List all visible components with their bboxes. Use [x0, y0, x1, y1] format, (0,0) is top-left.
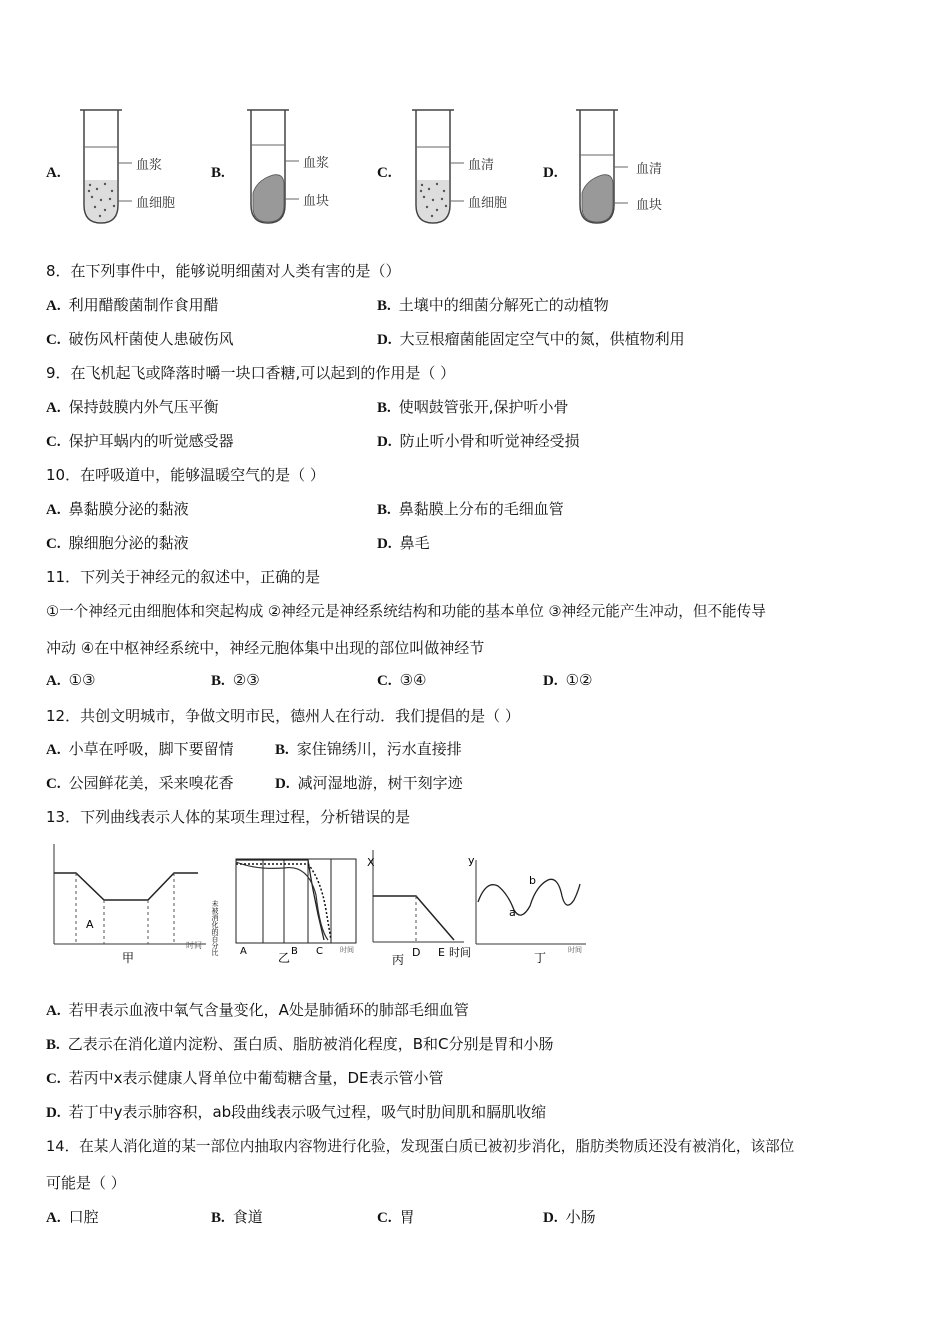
chart-ding — [468, 854, 586, 965]
tube-c-bottom-label: 血细胞 — [468, 196, 508, 211]
option-letter: B. — [377, 502, 391, 518]
q10-option-b[interactable] — [377, 498, 564, 519]
q10-stem: 10．在呼吸道中，能够温暖空气的是（ ） — [46, 466, 325, 484]
option-text: 若甲表示血液中氧气含量变化，A处是肺循环的肺部毛细血管 — [68, 1001, 469, 1019]
option-text: 保护耳蜗内的听觉感受器 — [68, 432, 234, 450]
option-text: ③④ — [399, 671, 427, 689]
option-letter: C. — [46, 434, 61, 450]
q13-option-b[interactable] — [46, 1033, 554, 1054]
chart-yi-region-c: C — [316, 946, 323, 957]
q9-option-c[interactable] — [46, 430, 234, 451]
q13-option-d[interactable] — [46, 1101, 546, 1122]
option-text: 食道 — [232, 1208, 263, 1226]
option-letter: D. — [377, 332, 392, 348]
option-text: 利用醋酸菌制作食用醋 — [68, 296, 219, 314]
option-text: 鼻黏膜分泌的黏液 — [68, 500, 189, 518]
option-text: 破伤风杆菌使人患破伤风 — [68, 330, 234, 348]
option-letter: A. — [46, 400, 61, 416]
chart-bing-point-d: D — [412, 946, 421, 959]
q11-option-b[interactable] — [211, 671, 260, 690]
option-text: 保持鼓膜内外气压平衡 — [68, 398, 219, 416]
option-letter: A. — [46, 673, 61, 689]
q12-option-a[interactable] — [46, 738, 234, 759]
q8-stem: 8．在下列事件中，能够说明细菌对人类有害的是（） — [46, 262, 401, 280]
chart-ding-point-b: b — [529, 874, 536, 887]
option-text: 防止听小骨和听觉神经受损 — [399, 432, 580, 450]
option-letter: A. — [46, 1003, 61, 1019]
option-text: 鼻毛 — [399, 534, 430, 552]
q14-option-c[interactable] — [377, 1206, 415, 1227]
option-letter: B. — [377, 298, 391, 314]
option-letter: C. — [46, 332, 61, 348]
option-text: 口腔 — [68, 1208, 99, 1226]
option-letter: A. — [46, 502, 61, 518]
chart-ding-xlabel: 时间 — [568, 946, 582, 954]
q13-option-a[interactable] — [46, 999, 469, 1020]
tube-c-top-label: 血清 — [468, 158, 495, 173]
chart-bing-ylabel: X — [367, 856, 375, 869]
option-text: 腺细胞分泌的黏液 — [68, 534, 189, 552]
option-letter: D. — [46, 1105, 61, 1121]
q13-charts — [46, 840, 596, 975]
q9-option-d[interactable] — [377, 430, 580, 451]
chart-jia-region: A — [86, 918, 94, 931]
chart-bing-point-e: E — [438, 946, 445, 959]
chart-yi-ylabel: 未被消化的百分比 — [211, 900, 219, 956]
tube-a-top-label: 血浆 — [136, 158, 163, 173]
option-text: 乙表示在消化道内淀粉、蛋白质、脂肪被消化程度，B和C分别是胃和小肠 — [67, 1035, 554, 1053]
chart-bing — [367, 850, 471, 967]
q12-option-d[interactable] — [275, 772, 463, 793]
option-text: 公园鲜花美，采来嗅花香 — [68, 774, 234, 792]
option-letter: A. — [46, 298, 61, 314]
chart-bing-name: 丙 — [392, 953, 405, 967]
chart-jia-xlabel: 时间 — [186, 941, 202, 950]
q9-option-b[interactable] — [377, 396, 569, 417]
option-letter: D. — [275, 776, 290, 792]
option-text: 小肠 — [565, 1208, 596, 1226]
option-letter: C. — [377, 673, 392, 689]
option-letter: A. — [46, 165, 61, 181]
option-letter: D. — [377, 434, 392, 450]
q9-option-a[interactable] — [46, 396, 219, 417]
q14-option-a[interactable] — [46, 1206, 99, 1227]
q8-option-b[interactable] — [377, 294, 609, 315]
q9-stem: 9．在飞机起飞或降落时嚼一块口香糖,可以起到的作用是（ ） — [46, 364, 456, 382]
q12-stem: 12．共创文明城市，争做文明市民，德州人在行动．我们提倡的是（ ） — [46, 707, 520, 725]
q14-option-b[interactable] — [211, 1206, 263, 1227]
option-letter: C. — [46, 776, 61, 792]
q12-option-c[interactable] — [46, 772, 234, 793]
q10-option-d[interactable] — [377, 532, 430, 553]
option-text: 减河湿地游，树干刻字迹 — [297, 774, 463, 792]
chart-ding-ylabel: y — [468, 854, 475, 867]
q11-option-a[interactable] — [46, 671, 96, 690]
option-letter: D. — [543, 673, 558, 689]
q14-stem-line1: 14．在某人消化道的某一部位内抽取内容物进行化验，发现蛋白质已被初步消化，脂肪类物质还没有被消化，该部位 — [46, 1138, 795, 1155]
option-letter: C. — [377, 1210, 392, 1226]
option-text: 小草在呼吸，脚下要留情 — [68, 740, 234, 758]
q8-option-a[interactable] — [46, 294, 219, 315]
option-letter: C. — [377, 165, 392, 181]
tube-a-bottom-label: 血细胞 — [136, 196, 176, 211]
chart-yi-region-b: B — [291, 946, 298, 957]
option-letter: B. — [275, 742, 289, 758]
option-letter: B. — [211, 165, 225, 181]
option-letter: A. — [46, 742, 61, 758]
option-letter: B. — [211, 673, 225, 689]
chart-jia-name: 甲 — [122, 951, 135, 965]
q11-statements-line1: ①一个神经元由细胞体和突起构成 ②神经元是神经系统结构和功能的基本单位 ③神经元能产生冲动，但不能传导 — [46, 603, 766, 620]
q11-stem: 11．下列关于神经元的叙述中，正确的是 — [46, 568, 321, 586]
q8-option-d[interactable] — [377, 328, 685, 349]
option-text: ②③ — [232, 671, 260, 689]
option-text: ①③ — [68, 671, 96, 689]
option-letter: B. — [211, 1210, 225, 1226]
q8-option-c[interactable] — [46, 328, 234, 349]
option-text: ①② — [565, 671, 593, 689]
option-text: 胃 — [399, 1208, 415, 1226]
option-letter: D. — [543, 165, 558, 181]
q13-stem: 13．下列曲线表示人体的某项生理过程，分析错误的是 — [46, 808, 411, 826]
q13-option-c[interactable] — [46, 1067, 444, 1088]
q11-option-d[interactable] — [543, 671, 593, 690]
chart-yi-xlabel: 时间 — [340, 946, 354, 954]
q11-statements-line2: 冲动 ④在中枢神经系统中，神经元胞体集中出现的部位叫做神经节 — [46, 639, 485, 657]
chart-ding-point-a: a — [509, 906, 516, 919]
option-letter: D. — [377, 536, 392, 552]
chart-yi-name: 乙 — [278, 951, 291, 965]
tube-d-top-label: 血清 — [636, 162, 663, 177]
option-text: 若丁中y表示肺容积，ab段曲线表示吸气过程，吸气时肋间肌和膈肌收缩 — [68, 1103, 547, 1121]
option-letter: B. — [377, 400, 391, 416]
tube-b-top-label: 血浆 — [303, 156, 330, 171]
option-text: 鼻黏膜上分布的毛细血管 — [398, 500, 564, 518]
chart-jia — [54, 844, 206, 965]
q10-option-a[interactable] — [46, 498, 189, 519]
tube-b-bottom-label: 血块 — [303, 194, 330, 209]
tube-d-bottom-label: 血块 — [636, 198, 663, 213]
chart-yi — [211, 859, 356, 965]
chart-bing-xlabel: 时间 — [449, 946, 471, 959]
option-text: 家住锦绣川，污水直接排 — [296, 740, 462, 758]
option-text: 土壤中的细菌分解死亡的动植物 — [398, 296, 609, 314]
option-text: 大豆根瘤菌能固定空气中的氮，供植物利用 — [399, 330, 685, 348]
q11-option-c[interactable] — [377, 671, 427, 690]
q10-option-c[interactable] — [46, 532, 189, 553]
option-text: 若丙中x表示健康人肾单位中葡萄糖含量，DE表示管小管 — [68, 1069, 444, 1087]
option-letter: C. — [46, 536, 61, 552]
option-letter: C. — [46, 1071, 61, 1087]
q14-stem-line2: 可能是（ ） — [46, 1174, 126, 1192]
q12-option-b[interactable] — [275, 738, 462, 759]
option-letter: B. — [46, 1037, 60, 1053]
chart-yi-region-a: A — [240, 946, 247, 957]
option-text: 使咽鼓管张开,保护听小骨 — [398, 398, 569, 416]
option-letter: A. — [46, 1210, 61, 1226]
option-letter: D. — [543, 1210, 558, 1226]
chart-ding-name: 丁 — [534, 951, 547, 965]
q14-option-d[interactable] — [543, 1206, 596, 1227]
